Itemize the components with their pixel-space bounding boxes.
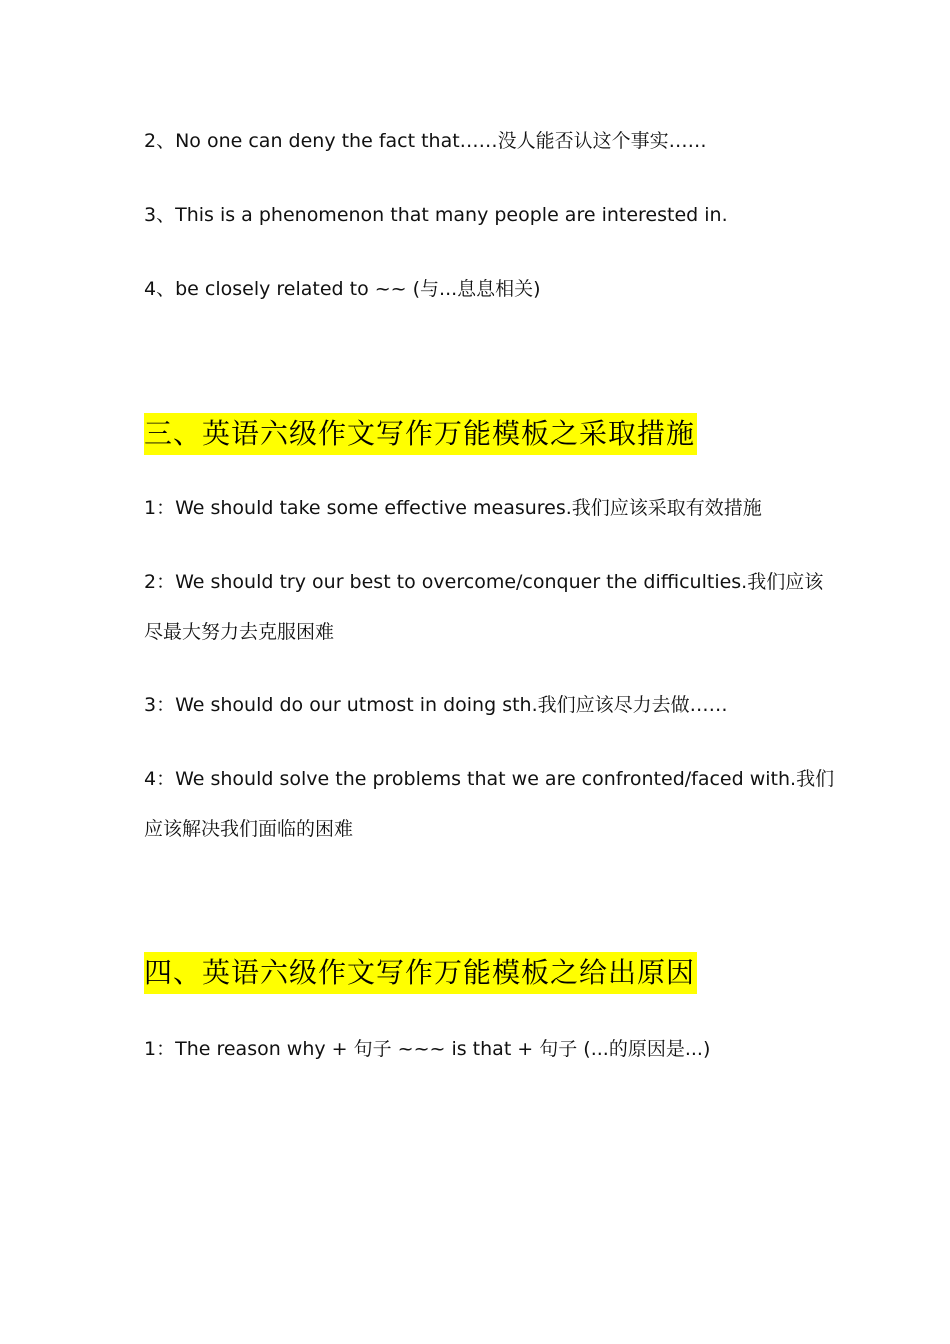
measure-line-3: 3：We should do our utmost in doing sth.我们应该尽力去做……: [144, 694, 728, 716]
measure-line-2: 2：We should try our best to overcome/conquer the difficulties.我们应该: [144, 571, 824, 593]
measure-line-4-cont: 应该解决我们面临的困难: [144, 818, 354, 840]
measure-line-2-cont: 尽最大努力去克服困难: [144, 621, 335, 643]
phrase-line-4: 4、be closely related to ~~ (与...息息相关): [144, 278, 541, 300]
measure-line-1: 1：We should take some effective measures.我们应该采取有效措施: [144, 497, 762, 519]
phrase-line-3: 3、This is a phenomenon that many people are interested in.: [144, 204, 728, 226]
measure-line-4: 4：We should solve the problems that we are confronted/faced with.我们: [144, 768, 835, 790]
section-4-heading: 四、英语六级作文写作万能模板之给出原因: [144, 952, 697, 994]
section-3-heading: 三、英语六级作文写作万能模板之采取措施: [144, 413, 697, 455]
reason-line-1: 1：The reason why + 句子 ~~~ is that + 句子 (...的原因是...): [144, 1038, 711, 1060]
phrase-line-2: 2、No one can deny the fact that……没人能否认这个事实……: [144, 130, 707, 152]
